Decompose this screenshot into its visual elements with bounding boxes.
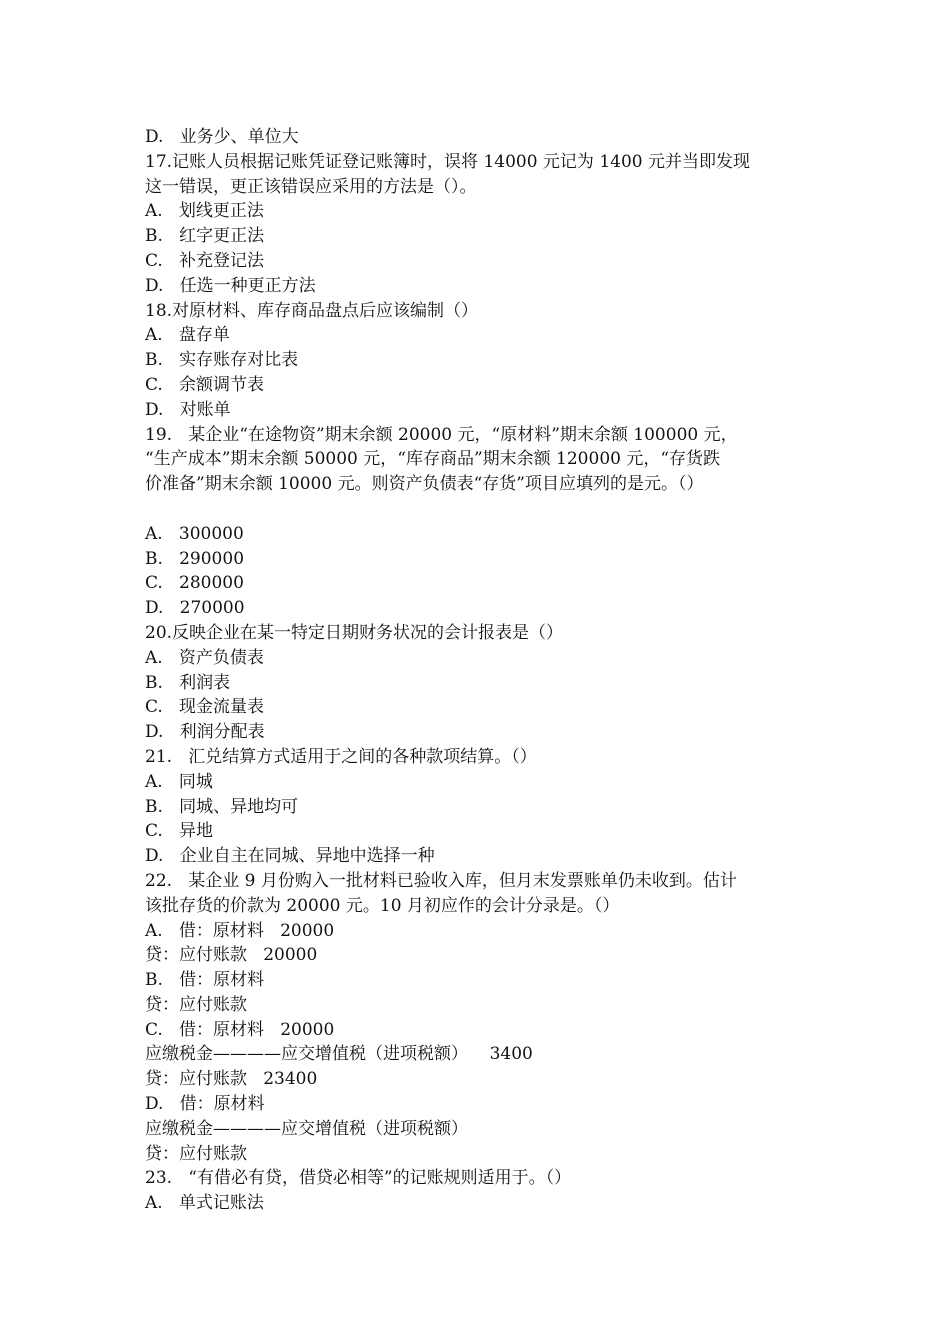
journal-entry-line: 应缴税金————应交增值税（进项税额） (145, 1118, 468, 1139)
question-17-line-1: 17.记账人员根据记账凭证登记账簿时，误将 14000 元记为 1400 元并当即发现 (145, 151, 750, 172)
option-a-line: A. 300000 (145, 523, 244, 544)
question-17-line-2: 这一错误，更正该错误应采用的方法是（）。 (145, 176, 477, 197)
journal-entry-line: 贷：应付账款 20000 (145, 945, 318, 966)
option-b-line: B. 290000 (145, 548, 245, 569)
question-20-line: 20.反映企业在某一特定日期财务状况的会计报表是（） (145, 622, 564, 643)
option-b-line: B. 同城、异地均可 (145, 796, 299, 817)
option-d-line: D. 企业自主在同城、异地中选择一种 (145, 846, 435, 867)
option-c-line: C. 280000 (145, 573, 244, 594)
question-22-line-1: 22. 某企业 9 月份购入一批材料已验收入库，但月末发票账单仍未收到。估计 (145, 870, 737, 891)
option-a-line: A. 资产负债表 (145, 647, 264, 668)
option-d-line: D. 借：原材料 (145, 1094, 265, 1115)
option-c-line: C. 补充登记法 (145, 250, 265, 271)
question-19-line-3: 价准备”期末余额 10000 元。则资产负债表“存货”项目应填列的是元。（） (145, 474, 704, 495)
journal-entry-line: 贷：应付账款 23400 (145, 1069, 318, 1090)
question-19-line-1: 19. 某企业“在途物资”期末余额 20000 元，“原材料”期末余额 100000 元， (145, 424, 738, 445)
option-c-line: C. 异地 (145, 821, 214, 842)
document-body (145, 125, 815, 1216)
question-19-line-2: “生产成本”期末余额 50000 元，“库存商品”期末余额 120000 元，“存货跌 (145, 449, 721, 470)
question-21-line: 21. 汇兑结算方式适用于之间的各种款项结算。（） (145, 746, 537, 767)
option-d-line: D. 利润分配表 (145, 722, 265, 743)
option-c-line: C. 余额调节表 (145, 374, 265, 395)
option-d-line: D. 业务少、单位大 (145, 127, 299, 147)
option-d-line: D. 对账单 (145, 399, 231, 420)
option-b-line: B. 利润表 (145, 672, 231, 693)
question-22-line-2: 该批存货的价款为 20000 元。10 月初应作的会计分录是。（） (145, 895, 620, 916)
journal-entry-line: 应缴税金————应交增值税（进项税额） 3400 (145, 1044, 533, 1065)
journal-entry-line: 贷：应付账款 (145, 1143, 247, 1164)
option-a-line: A. 划线更正法 (145, 201, 264, 222)
option-b-line: B. 实存账存对比表 (145, 350, 299, 371)
blank-line (145, 497, 815, 522)
option-c-line: C. 现金流量表 (145, 697, 265, 718)
option-a-line: A. 单式记账法 (145, 1193, 264, 1214)
option-c-line: C. 借：原材料 20000 (145, 1019, 335, 1040)
option-d-line: D. 任选一种更正方法 (145, 275, 316, 296)
option-b-line: B. 红字更正法 (145, 226, 265, 247)
option-a-line: A. 盘存单 (145, 325, 230, 346)
option-a-line: A. 同城 (145, 771, 213, 792)
journal-entry-line: 贷：应付账款 (145, 994, 247, 1015)
option-b-line: B. 借：原材料 (145, 970, 265, 991)
option-d-line: D. 270000 (145, 598, 245, 619)
question-18-line: 18.对原材料、库存商品盘点后应该编制（） (145, 300, 479, 321)
question-23-line: 23. “有借必有贷，借贷必相等”的记账规则适用于。（） (145, 1168, 572, 1189)
option-a-line: A. 借：原材料 20000 (145, 920, 335, 941)
